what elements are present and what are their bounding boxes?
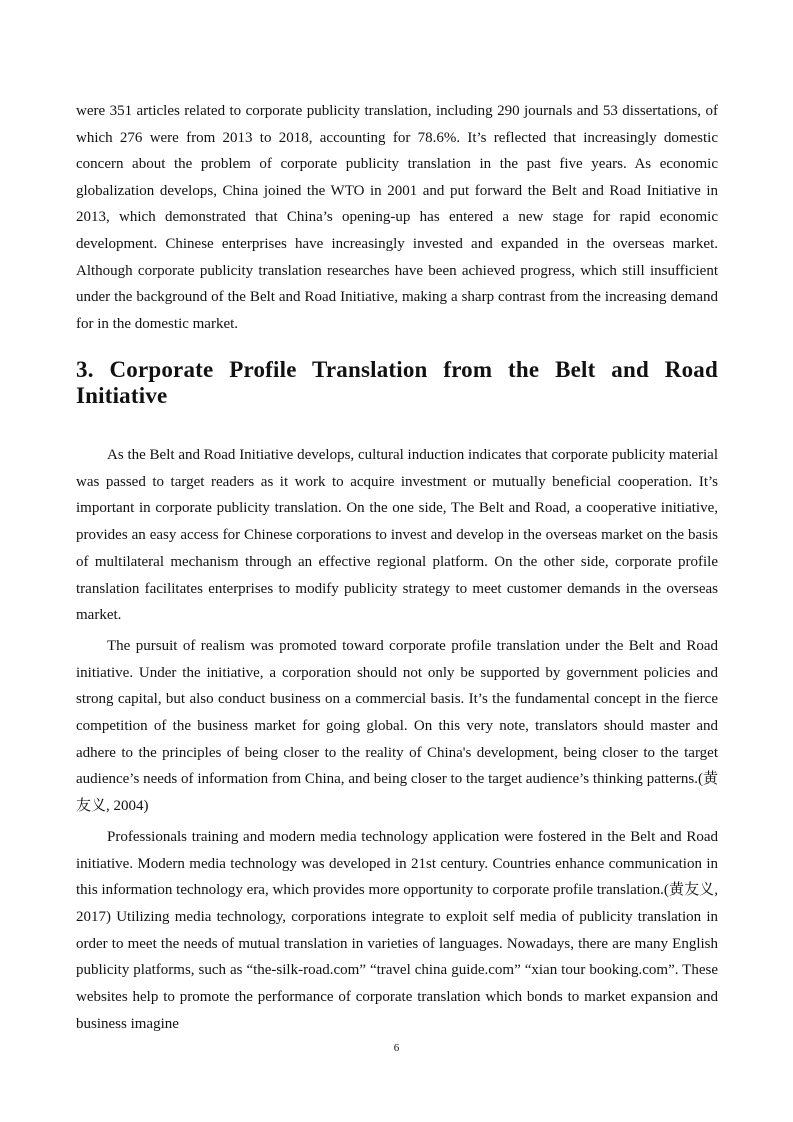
- section-body: [76, 442, 718, 1041]
- body-paragraph: were 351 articles related to corporate publicity translation, including 290 journals and 53 dissertations, of which 276 were from 2013 to 2018, accounting for 78.6%. It’s reflected that increasingly domestic concern about the problem of corporate publicity translation in the past five years. As economic globalization develops, China joined the WTO in 2001 and put forward the Belt and Road Initiative in 2013, which demonstrated that China’s opening-up has entered a new stage for rapid economic development. Chinese enterprises have increasingly invested and expanded in the overseas market. Although corporate publicity translation researches have been achieved progress, which still insufficient under the background of the Belt and Road Initiative, making a sharp contrast from the increasing demand for in the domestic market.: [76, 103, 718, 332]
- section-paragraph: The pursuit of realism was promoted toward corporate profile translation under the Belt and Road initiative. Under the initiative, a corporation should not only be supported by government policies and strong capital, but also conduct business on a commercial basis. It’s the fundamental concept in the fierce competition of the business market for going global. On this very note, translators should master and adhere to the principles of being closer to the reality of China's development, being closer to the target audience’s needs of information from China, and being closer to the target audience’s thinking patterns.(黄友义, 2004): [76, 637, 718, 815]
- section-paragraph: As the Belt and Road Initiative develops, cultural induction indicates that corporate publicity material was passed to target readers as it work to acquire investment or mutually beneficial cooperation. It’s important in corporate publicity translation. On the one side, The Belt and Road, a cooperative initiative, provides an easy access for Chinese corporations to invest and develop in the overseas market on the basis of multilateral mechanism through an effective regional platform. On the other side, corporate profile translation facilitates enterprises to modify publicity strategy to meet customer demands in the overseas market.: [76, 447, 718, 624]
- section-paragraph: Professionals training and modern media technology application were fostered in the Belt and Road initiative. Modern media technology was developed in 21st century. Countries enhance communication in this information technology era, which provides more opportunity to corporate profile translation.(黄友义, 2017) Utilizing media technology, corporations integrate to exploit self media of publicity translation in order to meet the needs of mutual translation in varieties of languages. Nowadays, there are many English publicity platforms, such as “the-silk-road.com” “travel china guide.com” “xian tour booking.com”. These websites help to promote the performance of corporate translation which bonds to market expansion and business imagine: [76, 828, 718, 1032]
- section-heading: 3. Corporate Profile Translation from the Belt and Road Initiative: [76, 357, 718, 408]
- page-number: 6: [393, 1042, 400, 1054]
